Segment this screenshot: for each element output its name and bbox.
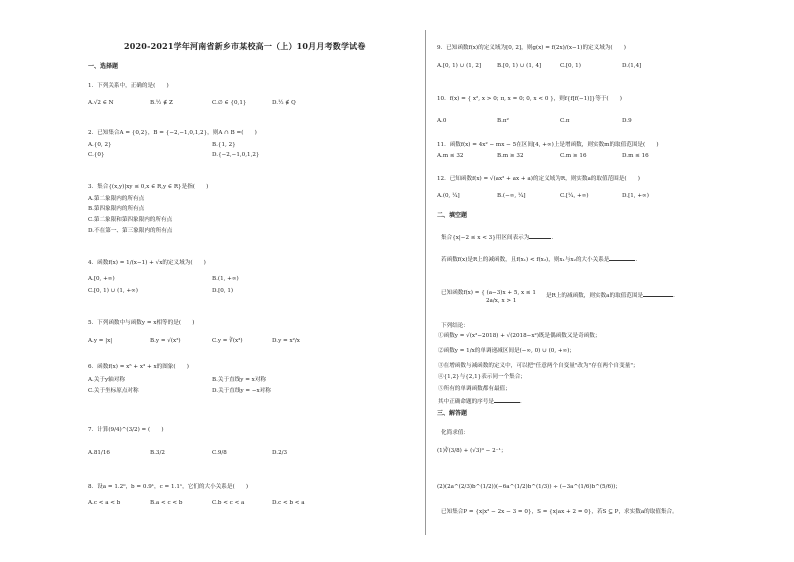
- q16-tail-text: 其中正确命题的序号是: [438, 399, 494, 405]
- q2-option-b: B.{1, 2}: [212, 142, 236, 148]
- q9-option-a: A.[0, 1) ∪ (1, 2]: [437, 63, 482, 69]
- q12-stem: 12．已知函数f(x) = √(ax² + ax + a)的定义域为R，则实数a的取值范围是( ): [437, 176, 640, 182]
- q12-option-c: C.[¼, +∞): [560, 193, 589, 199]
- page-title: 2020-2021学年河南省新乡市某校高一（上）10月月考数学试卷: [124, 41, 366, 51]
- q2-stem: 2．已知集合A = {0,2}，B = {−2,−1,0,1,2}，则A ∩ B =( ): [88, 130, 257, 136]
- q11-stem: 11．函数f(x) = 4x² − mx − 5在区间[4, +∞)上是增函数，则实数m的取值范围是( ): [437, 142, 659, 148]
- q16-item-3: ③在增函数与减函数的定义中，可以把"任意两个自变量"改为"存在两个自变量"；: [438, 363, 639, 369]
- q10-option-d: D.9: [622, 118, 632, 124]
- q15-stem-end: 是R上的减函数，则实数a的取值范围是: [546, 293, 644, 299]
- q15-piece-2: 2a/x, x > 1: [486, 298, 517, 304]
- q2-option-a: A.{0, 2}: [88, 142, 112, 148]
- q16-item-4: ④{1,2}与{2,1}表示同一个集合；: [438, 374, 526, 380]
- q6-option-a: A.关于y轴对称: [88, 377, 125, 383]
- q2-option-c: C.{0}: [88, 152, 105, 158]
- q15-answer-blank[interactable]: [643, 291, 673, 297]
- q16-intro: 下列结论：: [441, 323, 469, 329]
- q5-option-d: D.y = x²/x: [272, 338, 300, 344]
- q6-option-b: B.关于直线y = x对称: [212, 377, 267, 383]
- q6-option-d: D.关于直线y = −x对称: [212, 388, 271, 394]
- q15-text: 是R上的减函数，则实数a的取值范围是 ．: [546, 293, 679, 299]
- q4-option-c: C.[0, 1) ∪ (1, +∞): [88, 288, 138, 294]
- q7-stem: 7．计算(9/4)^(3/2) = ( ): [88, 427, 164, 433]
- q12-option-b: B.(−∞, ¼]: [497, 193, 526, 199]
- q15-stem-start: 已知函数f(x) = { (a−3)x + 5, x ≤ 1: [441, 290, 536, 296]
- q17-part-1: (1)∛(3/8) + (√3)⁰ − 2⁻¹；: [437, 448, 507, 454]
- q17-intro: 化简求值：: [441, 430, 469, 436]
- q8-option-d: D.c < b < a: [272, 500, 305, 506]
- q5-stem: 5．下列函数中与函数y = x相等的是( ): [88, 320, 195, 326]
- column-divider: [425, 30, 426, 535]
- q6-stem: 6．函数f(x) = x⁵ + x³ + x的图象( ): [88, 364, 189, 370]
- q8-stem: 8．设a = 1.2⁰，b = 0.9¹，c = 1.1¹，它们的大小关系是( ): [88, 484, 249, 490]
- q1-stem: 1．下列关系中，正确的是( ): [88, 83, 169, 89]
- q7-option-c: C.9/8: [212, 450, 227, 456]
- q1-option-d: D.½ ∉ Q: [272, 100, 296, 106]
- q8-option-c: C.b < c < a: [212, 500, 245, 506]
- q9-option-c: C.[0, 1): [560, 63, 581, 69]
- q5-option-b: B.y = √(x²): [150, 338, 181, 344]
- q4-option-a: A.[0, +∞): [88, 276, 115, 282]
- q13-stem: 集合{x|−2 ≤ x < 3}用区间表示为: [441, 235, 530, 241]
- q14-text: 若函数f(x)是R上的减函数，且f(x₁) < f(x₂)，则x₁与x₂的大小关系是 ．: [441, 257, 641, 263]
- q3-stem: 3．集合{(x,y)|xy ≤ 0,x ∈ R,y ∈ R}是指( ): [88, 184, 209, 190]
- q7-option-a: A.81/16: [88, 450, 110, 456]
- q4-option-b: B.(1, +∞): [212, 276, 239, 282]
- q3-option-d: D.不在第一、第三象限内的所有点: [88, 228, 173, 234]
- q14-stem: 若函数f(x)是R上的减函数，且f(x₁) < f(x₂)，则x₁与x₂的大小关系是: [441, 257, 610, 263]
- q13-answer-blank[interactable]: [529, 233, 551, 239]
- q9-option-b: B.[0, 1) ∪ (1, 4]: [497, 63, 542, 69]
- q17-part-2: (2)(2a^(2/3)b^(1/2))(−6a^(1/2)b^(1/3)) ÷ (−3a^(1/6)b^(5/6))；: [437, 484, 621, 490]
- q4-option-d: D.[0, 1): [212, 288, 234, 294]
- section-choice-heading: 一、选择题: [88, 63, 119, 70]
- q7-option-d: D.2/3: [272, 450, 288, 456]
- q16-tail: 其中正确命题的序号是 ．: [438, 399, 526, 405]
- q16-item-1: ①函数y = √(x²−2018) + √(2018−x²)既是偶函数又是奇函数；: [438, 333, 601, 339]
- q10-stem: 10．f(x) = { x², x > 0; π, x = 0; 0, x < 0 }，则f{f[f(−1)]}等于( ): [437, 96, 622, 102]
- q11-option-a: A.m ≤ 32: [437, 153, 464, 159]
- q11-option-b: B.m ≥ 32: [497, 153, 524, 159]
- q10-option-a: A.0: [437, 118, 447, 124]
- q11-option-d: D.m ≤ 16: [622, 153, 649, 159]
- section-fill-heading: 二、填空题: [437, 212, 468, 219]
- q3-option-a: A.第二象限内的所有点: [88, 196, 145, 202]
- q16-item-2: ②函数y = 1/x的单调递减区间是(−∞, 0) ∪ (0, +∞)；: [438, 348, 576, 354]
- q3-option-b: B.第四象限内的所有点: [88, 206, 145, 212]
- q4-stem: 4．函数f(x) = 1/(x−1) + √x的定义域为( ): [88, 260, 206, 266]
- q5-option-c: C.y = ∛(x³): [212, 338, 243, 344]
- q10-option-c: C.π: [560, 118, 570, 124]
- q7-option-b: B.3/2: [150, 450, 165, 456]
- q3-option-c: C.第二象限和第四象限内的所有点: [88, 217, 173, 223]
- q12-option-d: D.[1, +∞): [622, 193, 649, 199]
- q11-option-c: C.m ≥ 16: [560, 153, 587, 159]
- q16-item-5: ⑤所有的单调函数都有最值；: [438, 386, 511, 392]
- q10-option-b: B.π²: [497, 118, 509, 124]
- q6-option-c: C.关于坐标原点对称: [88, 388, 139, 394]
- q1-option-c: C.∅ ∈ {0,1}: [212, 100, 247, 106]
- q5-option-a: A.y = |x|: [88, 338, 113, 344]
- q13-text: 集合{x|−2 ≤ x < 3}用区间表示为 ．: [441, 235, 557, 241]
- q12-option-a: A.(0, ¼]: [437, 193, 460, 199]
- q9-option-d: D.(1,4]: [622, 63, 642, 69]
- q14-answer-blank[interactable]: [609, 255, 635, 261]
- section-solve-heading: 三、解答题: [437, 410, 468, 417]
- q9-stem: 9．已知函数f(x)的定义域为[0, 2]，则g(x) = f(2x)/(x−1)的定义域为( ): [437, 45, 626, 51]
- q18-stem: 已知集合P = {x|x² − 2x − 3 = 0}，S = {x|ax + 2 = 0}，若S ⊆ P，求实数a的取值集合。: [441, 509, 678, 515]
- q16-answer-blank[interactable]: [494, 397, 520, 403]
- q2-option-d: D.{−2,−1,0,1,2}: [212, 152, 260, 158]
- q1-option-b: B.½ ∉ Z: [150, 100, 173, 106]
- q8-option-a: A.c < a < b: [88, 500, 121, 506]
- q8-option-b: B.a < c < b: [150, 500, 183, 506]
- q1-option-a: A.√2 ∈ N: [88, 100, 114, 106]
